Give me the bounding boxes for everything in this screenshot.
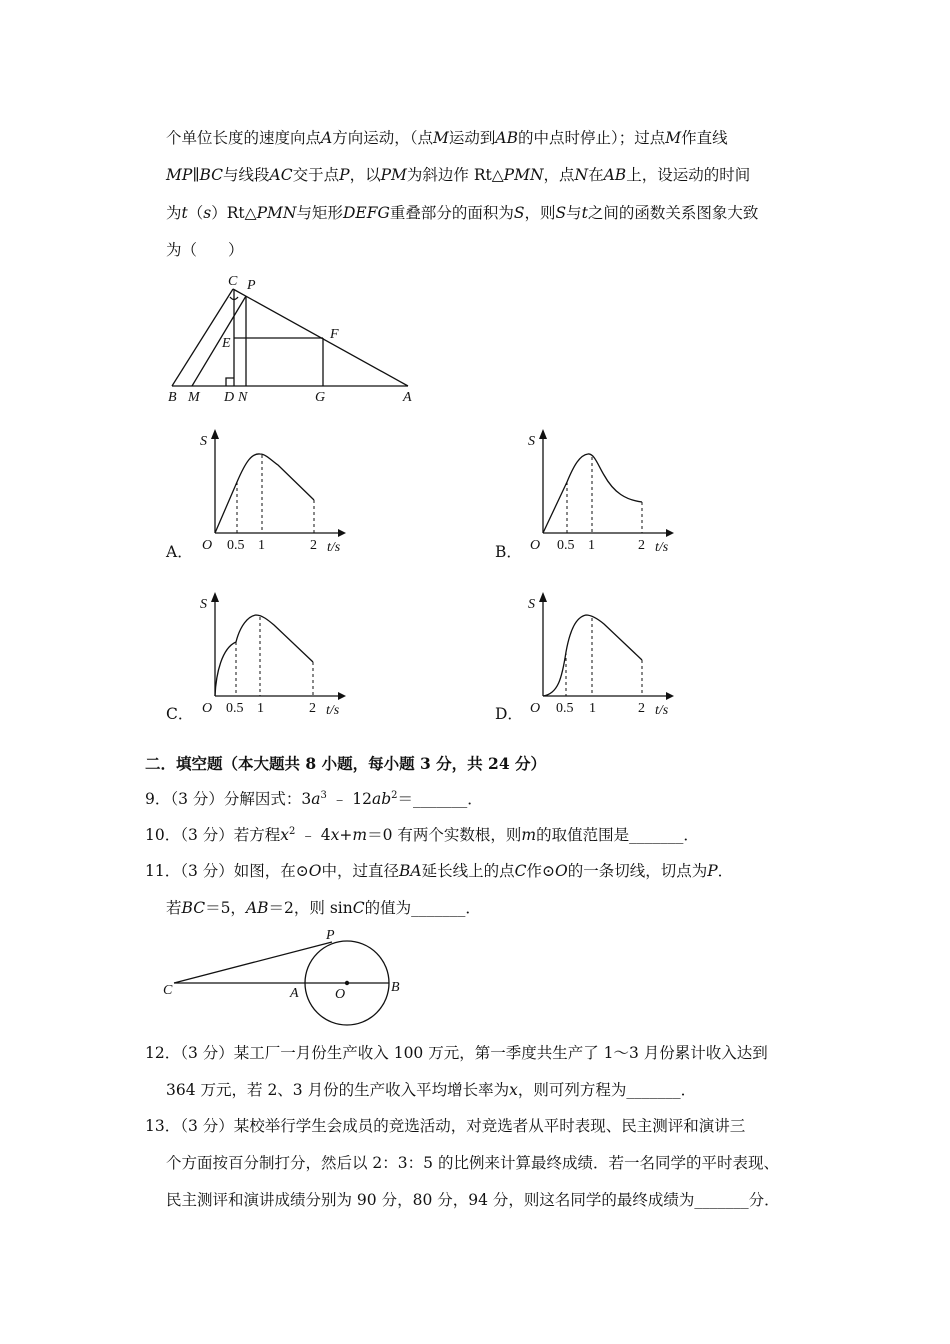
label-G: G [315,390,326,405]
question-13-line-1: 13．（3 分）某校举行学生会成员的竞选活动，对竞选者从平时表现、民主测评和演讲三 [145,1117,746,1135]
graph-d[interactable] [518,588,678,718]
triangle-figure [160,268,420,408]
question-11-line-1: 11．（3 分）如图，在⊙O中，过直径BA延长线上的点C作⊙O的一条切线，切点为P． [145,862,734,880]
svg-text:S: S [200,434,207,449]
q8-line-2: MP∥BC与线段AC交于点P，以PM为斜边作 Rt△PMN，点N在AB上，设运动的时间 [166,166,751,184]
svg-text:O: O [530,538,541,553]
question-12-line-1: 12．（3 分）某工厂一月份生产收入 100 万元，第一季度共生产了 1～3 月份累计收入达到 [145,1044,768,1062]
graph-a[interactable] [190,425,350,555]
label-F: F [330,327,339,342]
graph-b[interactable] [518,425,678,555]
svg-text:S: S [528,597,535,612]
svg-text:1: 1 [257,701,264,716]
label-E: E [222,336,231,351]
label-A: A [403,390,412,405]
svg-text:0.5: 0.5 [556,701,574,716]
svg-text:t/s: t/s [327,540,341,555]
label-C: C [228,274,238,289]
svg-text:1: 1 [588,538,595,553]
question-13-line-2: 个方面按百分制打分，然后以 2：3：5 的比例来计算最终成绩．若一名同学的平时表现、 [166,1154,779,1172]
svg-text:2: 2 [638,701,645,716]
label-M: M [188,390,200,405]
question-11-line-2: 若BC＝5，AB＝2，则 sinC的值为_______． [166,899,481,917]
svg-text:O: O [530,701,541,716]
svg-text:2: 2 [638,538,645,553]
svg-text:0.5: 0.5 [227,538,245,553]
q8-line-4: 为（ ） [166,241,244,259]
option-c-label[interactable]: C． [166,705,194,723]
svg-text:S: S [528,434,535,449]
option-d-label[interactable]: D． [495,705,523,723]
svg-text:1: 1 [258,538,265,553]
label-B: B [168,390,177,405]
label-N: N [238,390,248,405]
option-a-label[interactable]: A． [166,543,193,561]
svg-text:C: C [163,983,173,998]
svg-text:t/s: t/s [655,703,669,718]
svg-text:O: O [202,701,213,716]
svg-text:S: S [200,597,207,612]
svg-text:2: 2 [310,538,317,553]
q8-line-3: 为t（s）Rt△PMN与矩形DEFG重叠部分的面积为S，则S与t之间的函数关系图象大致 [166,204,759,222]
svg-text:0.5: 0.5 [557,538,575,553]
question-12-line-2: 364 万元，若 2、3 月份的生产收入平均增长率为x，则可列方程为_______． [166,1081,697,1099]
section-heading: 二．填空题（本大题共 8 小题，每小题 3 分，共 24 分） [145,754,547,773]
svg-text:A: A [290,986,299,1001]
question-10: 10．（3 分）若方程$x^2$ ﹣ 4x+m＝0 有两个实数根，则m的取值范围是_______． [145,826,699,844]
question-13-line-3: 民主测评和演讲成绩分别为 90 分，80 分，94 分，则这名同学的最终成绩为_______分． [166,1191,780,1209]
label-D: D [224,390,235,405]
option-b-label[interactable]: B． [495,543,522,561]
svg-text:t/s: t/s [655,540,669,555]
svg-text:0.5: 0.5 [226,701,244,716]
label-P: P [247,278,256,293]
svg-text:t/s: t/s [326,703,340,718]
question-9: 9．（3 分）分解因式：$3a^3$ ﹣ $12ab^2=\_\_\_\_\_\_\_$． [145,790,483,808]
svg-text:O: O [335,987,346,1002]
svg-text:1: 1 [589,701,596,716]
q8-line-1: 个单位长度的速度向点A方向运动，（点M运动到AB的中点时停止）；过点M作直线 [166,129,728,147]
graph-c[interactable] [190,588,350,718]
svg-text:2: 2 [309,701,316,716]
svg-text:O: O [202,538,213,553]
circle-figure [160,925,410,1030]
svg-text:P: P [326,928,335,943]
svg-text:B: B [391,980,400,995]
